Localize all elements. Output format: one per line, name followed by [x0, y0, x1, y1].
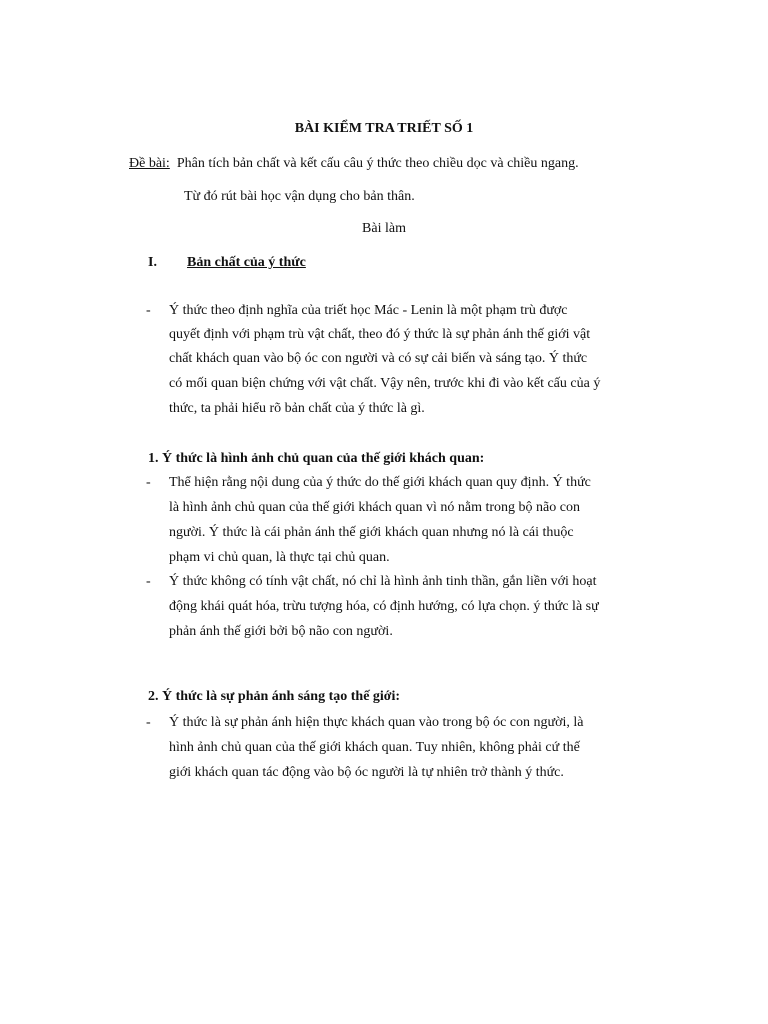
document-title: BÀI KIỂM TRA TRIẾT SỐ 1 [294, 121, 474, 136]
point-1-heading: 1. Ý thức là hình ảnh chủ quan của thế giới khách quan: [148, 451, 485, 466]
point-2-bullet-1-line: giới khách quan tác động vào bộ óc người là tự nhiên trở thành ý thức. [169, 765, 564, 780]
point-2-bullet-1-line: Ý thức là sự phản ánh hiện thực khách quan vào trong bộ óc con người, là [169, 715, 584, 730]
point-1-bullet-1-dash: - [146, 475, 151, 490]
section-heading: Bản chất của ý thức [187, 255, 306, 270]
point-1-bullet-2-dash: - [146, 574, 151, 589]
answer-subtitle: Bài làm [362, 221, 406, 236]
intro-line: thức, ta phải hiểu rõ bản chất của ý thức là gì. [169, 401, 425, 416]
point-2-bullet-1-dash: - [146, 715, 151, 730]
assignment-label: Đề bài: [129, 156, 170, 171]
assignment-line-1 [129, 157, 579, 171]
intro-dash: - [146, 303, 151, 318]
point-2-bullet-1-line: hình ảnh chủ quan của thế giới khách quan. Tuy nhiên, không phải cứ thế [169, 740, 580, 755]
section-number: I. [148, 255, 157, 270]
point-1-bullet-1-line: Thể hiện rằng nội dung của ý thức do thế giới khách quan quy định. Ý thức [169, 475, 591, 490]
point-2-heading: 2. Ý thức là sự phản ánh sáng tạo thế giới: [148, 689, 401, 704]
intro-line: Ý thức theo định nghĩa của triết học Mác - Lenin là một phạm trù được [169, 303, 568, 318]
assignment-text-1: Phân tích bản chất và kết cấu câu ý thức theo chiều dọc và chiều ngang. [176, 156, 579, 171]
point-1-bullet-1-line: phạm vi chủ quan, là thực tại chủ quan. [169, 550, 390, 565]
point-1-bullet-1-line: là hình ảnh chủ quan của thế giới khách quan vì nó nằm trong bộ não con [169, 500, 580, 515]
intro-line: có mối quan biện chứng với vật chất. Vậy nên, trước khi đi vào kết cấu của ý [169, 376, 601, 391]
point-1-bullet-2-line: Ý thức không có tính vật chất, nó chỉ là hình ảnh tinh thần, gắn liền với hoạt [169, 574, 597, 589]
intro-line: quyết định với phạm trù vật chất, theo đó ý thức là sự phản ánh thế giới vật [169, 327, 591, 342]
point-1-bullet-1-line: người. Ý thức là cái phản ánh thế giới khách quan nhưng nó là cái thuộc [169, 525, 574, 540]
intro-line: chất khách quan vào bộ óc con người và có sự cải biến và sáng tạo. Ý thức [169, 351, 588, 366]
point-1-bullet-2-line: phản ánh thế giới bởi bộ não con người. [169, 624, 393, 639]
point-1-bullet-2-line: động khái quát hóa, trừu tượng hóa, có định hướng, có lựa chọn. ý thức là sự [169, 599, 599, 614]
assignment-line-2: Từ đó rút bài học vận dụng cho bản thân. [184, 189, 415, 204]
